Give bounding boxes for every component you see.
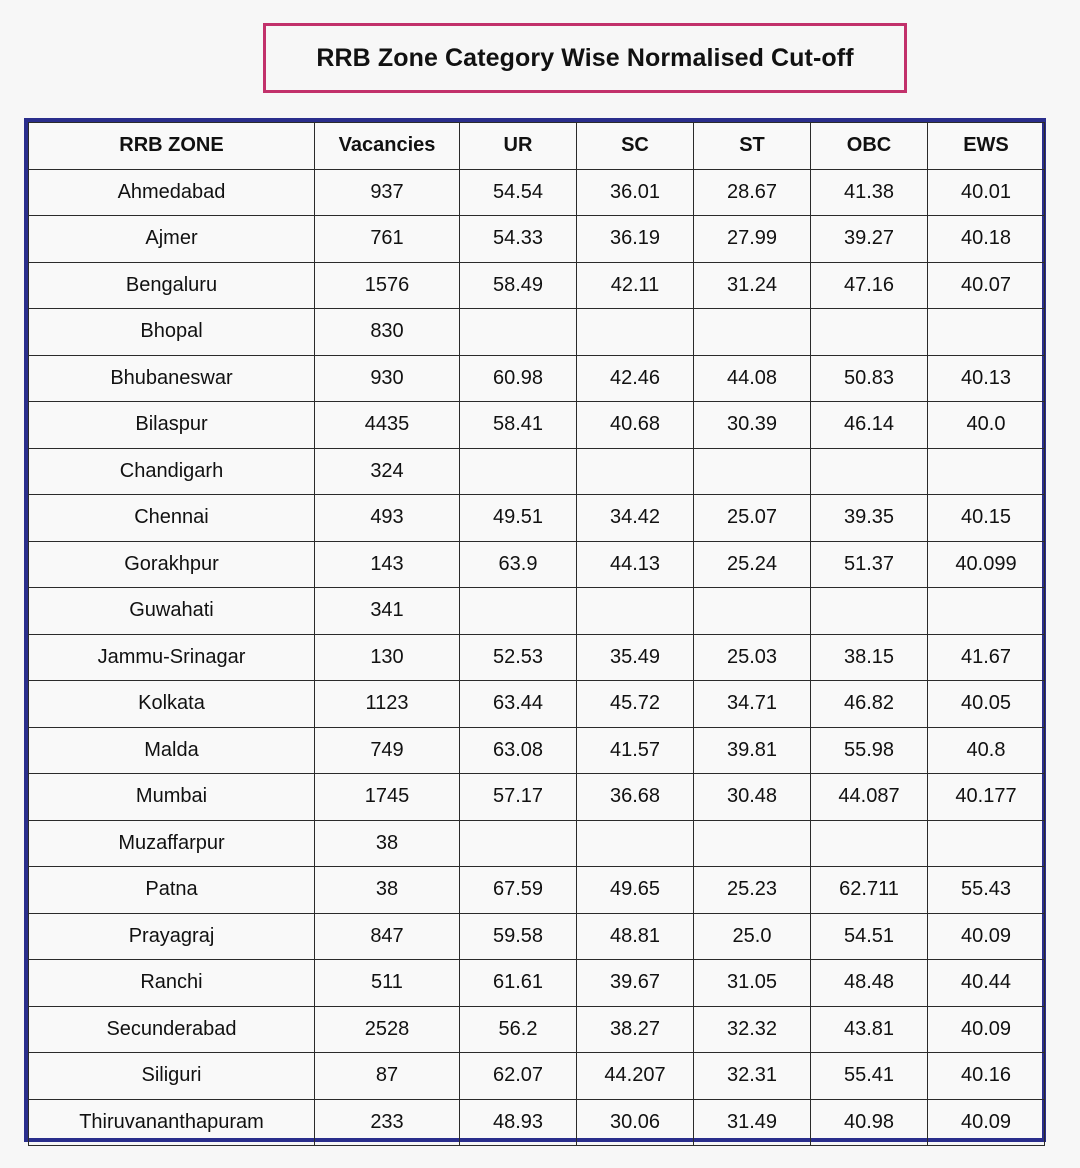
- table-row: [29, 309, 1045, 356]
- table-row: [29, 216, 1045, 263]
- cell-obc: 40.98: [811, 1099, 928, 1146]
- cell-st: 30.48: [694, 774, 811, 821]
- table-body: [29, 169, 1045, 1146]
- table-row: [29, 402, 1045, 449]
- cell-ur: 63.44: [460, 681, 577, 728]
- cell-ews: 40.44: [928, 960, 1045, 1007]
- cell-sc: 38.27: [577, 1006, 694, 1053]
- header-st: ST: [694, 123, 811, 170]
- cell-sc: 30.06: [577, 1099, 694, 1146]
- cell-ews: 40.099: [928, 541, 1045, 588]
- table-row: [29, 448, 1045, 495]
- table-row: [29, 355, 1045, 402]
- cell-ur: 62.07: [460, 1053, 577, 1100]
- cell-sc: [577, 309, 694, 356]
- cell-zone: Bhubaneswar: [29, 355, 315, 402]
- cell-st: [694, 588, 811, 635]
- cell-vacancies: 38: [315, 820, 460, 867]
- cell-ews: 40.15: [928, 495, 1045, 542]
- cell-st: 39.81: [694, 727, 811, 774]
- header-ur: UR: [460, 123, 577, 170]
- cell-ur: [460, 588, 577, 635]
- cell-st: 25.07: [694, 495, 811, 542]
- cell-sc: 42.46: [577, 355, 694, 402]
- cell-sc: 34.42: [577, 495, 694, 542]
- cell-sc: 44.13: [577, 541, 694, 588]
- cell-vacancies: 341: [315, 588, 460, 635]
- cell-sc: [577, 820, 694, 867]
- cell-ur: 54.54: [460, 169, 577, 216]
- cell-ews: 40.18: [928, 216, 1045, 263]
- cell-zone: Kolkata: [29, 681, 315, 728]
- cell-sc: 49.65: [577, 867, 694, 914]
- cell-st: [694, 448, 811, 495]
- cell-obc: [811, 820, 928, 867]
- cell-zone: Ajmer: [29, 216, 315, 263]
- cell-vacancies: 1576: [315, 262, 460, 309]
- cell-obc: 38.15: [811, 634, 928, 681]
- cell-vacancies: 1123: [315, 681, 460, 728]
- cell-ur: 48.93: [460, 1099, 577, 1146]
- cell-zone: Jammu-Srinagar: [29, 634, 315, 681]
- cell-vacancies: 4435: [315, 402, 460, 449]
- cell-zone: Thiruvananthapuram: [29, 1099, 315, 1146]
- table-row: [29, 1053, 1045, 1100]
- cell-vacancies: 511: [315, 960, 460, 1007]
- cell-ews: 40.0: [928, 402, 1045, 449]
- cell-sc: 35.49: [577, 634, 694, 681]
- cell-zone: Mumbai: [29, 774, 315, 821]
- cell-vacancies: 233: [315, 1099, 460, 1146]
- cell-zone: Chandigarh: [29, 448, 315, 495]
- cell-vacancies: 937: [315, 169, 460, 216]
- cell-ews: 40.16: [928, 1053, 1045, 1100]
- cell-ews: 40.13: [928, 355, 1045, 402]
- cell-obc: 48.48: [811, 960, 928, 1007]
- cell-obc: 44.087: [811, 774, 928, 821]
- cell-st: 31.05: [694, 960, 811, 1007]
- cell-st: 44.08: [694, 355, 811, 402]
- cell-sc: 36.19: [577, 216, 694, 263]
- cell-vacancies: 847: [315, 913, 460, 960]
- cell-vacancies: 38: [315, 867, 460, 914]
- cell-obc: 39.35: [811, 495, 928, 542]
- cell-ur: 57.17: [460, 774, 577, 821]
- cell-zone: Siliguri: [29, 1053, 315, 1100]
- cell-ur: 58.49: [460, 262, 577, 309]
- cell-sc: [577, 448, 694, 495]
- cell-ews: 40.01: [928, 169, 1045, 216]
- cell-vacancies: 930: [315, 355, 460, 402]
- cell-ews: [928, 588, 1045, 635]
- table-header-row: [29, 123, 1045, 170]
- cell-ur: 61.61: [460, 960, 577, 1007]
- cell-sc: [577, 588, 694, 635]
- header-rrb-zone: RRB ZONE: [29, 123, 315, 170]
- cell-sc: 44.207: [577, 1053, 694, 1100]
- cell-ur: 49.51: [460, 495, 577, 542]
- cell-sc: 39.67: [577, 960, 694, 1007]
- cell-st: 32.31: [694, 1053, 811, 1100]
- cell-obc: 62.711: [811, 867, 928, 914]
- cell-ews: 40.177: [928, 774, 1045, 821]
- cell-sc: 45.72: [577, 681, 694, 728]
- cell-zone: Bengaluru: [29, 262, 315, 309]
- cell-st: 31.24: [694, 262, 811, 309]
- table-row: [29, 169, 1045, 216]
- cell-obc: 46.82: [811, 681, 928, 728]
- cell-vacancies: 1745: [315, 774, 460, 821]
- table-row: [29, 1099, 1045, 1146]
- cell-vacancies: 761: [315, 216, 460, 263]
- cell-obc: 50.83: [811, 355, 928, 402]
- cell-st: 32.32: [694, 1006, 811, 1053]
- cell-ews: 40.09: [928, 913, 1045, 960]
- cell-ews: 40.8: [928, 727, 1045, 774]
- header-vacancies: Vacancies: [315, 123, 460, 170]
- cell-obc: 39.27: [811, 216, 928, 263]
- cell-obc: 51.37: [811, 541, 928, 588]
- cell-st: [694, 309, 811, 356]
- table-row: [29, 774, 1045, 821]
- cell-zone: Prayagraj: [29, 913, 315, 960]
- cell-st: 34.71: [694, 681, 811, 728]
- cell-ur: 67.59: [460, 867, 577, 914]
- table-row: [29, 541, 1045, 588]
- cell-st: [694, 820, 811, 867]
- cell-zone: Patna: [29, 867, 315, 914]
- cell-ur: [460, 448, 577, 495]
- table-row: [29, 727, 1045, 774]
- cell-obc: [811, 588, 928, 635]
- cell-zone: Gorakhpur: [29, 541, 315, 588]
- cell-st: 25.24: [694, 541, 811, 588]
- cell-zone: Chennai: [29, 495, 315, 542]
- page-title: RRB Zone Category Wise Normalised Cut-off: [316, 43, 854, 72]
- table-row: [29, 634, 1045, 681]
- cell-ews: 40.09: [928, 1099, 1045, 1146]
- cell-sc: 40.68: [577, 402, 694, 449]
- cell-ur: 63.08: [460, 727, 577, 774]
- cell-obc: 43.81: [811, 1006, 928, 1053]
- cell-sc: 48.81: [577, 913, 694, 960]
- cell-ur: [460, 309, 577, 356]
- table-row: [29, 1006, 1045, 1053]
- cell-ur: 54.33: [460, 216, 577, 263]
- cell-ews: [928, 820, 1045, 867]
- cell-vacancies: 830: [315, 309, 460, 356]
- cell-zone: Ahmedabad: [29, 169, 315, 216]
- cell-vacancies: 493: [315, 495, 460, 542]
- table-row: [29, 820, 1045, 867]
- table-row: [29, 262, 1045, 309]
- cell-sc: 36.68: [577, 774, 694, 821]
- table-row: [29, 913, 1045, 960]
- cell-vacancies: 87: [315, 1053, 460, 1100]
- table-row: [29, 495, 1045, 542]
- table-row: [29, 681, 1045, 728]
- header-ews: EWS: [928, 123, 1045, 170]
- cell-sc: 41.57: [577, 727, 694, 774]
- header-obc: OBC: [811, 123, 928, 170]
- cell-ur: 63.9: [460, 541, 577, 588]
- table-row: [29, 588, 1045, 635]
- header-sc: SC: [577, 123, 694, 170]
- cell-ews: 41.67: [928, 634, 1045, 681]
- cell-zone: Bilaspur: [29, 402, 315, 449]
- cell-zone: Muzaffarpur: [29, 820, 315, 867]
- cell-ur: 59.58: [460, 913, 577, 960]
- cell-ur: 52.53: [460, 634, 577, 681]
- cell-st: 25.03: [694, 634, 811, 681]
- cell-ews: 40.09: [928, 1006, 1045, 1053]
- cell-vacancies: 2528: [315, 1006, 460, 1053]
- cell-obc: [811, 448, 928, 495]
- cell-st: 28.67: [694, 169, 811, 216]
- cell-vacancies: 749: [315, 727, 460, 774]
- cell-ur: 58.41: [460, 402, 577, 449]
- cell-obc: 55.41: [811, 1053, 928, 1100]
- cell-vacancies: 143: [315, 541, 460, 588]
- cell-vacancies: 130: [315, 634, 460, 681]
- cell-zone: Guwahati: [29, 588, 315, 635]
- cell-ews: 40.05: [928, 681, 1045, 728]
- cell-st: 25.23: [694, 867, 811, 914]
- cell-vacancies: 324: [315, 448, 460, 495]
- cell-ews: 55.43: [928, 867, 1045, 914]
- cell-ews: [928, 448, 1045, 495]
- cell-zone: Bhopal: [29, 309, 315, 356]
- cell-st: 30.39: [694, 402, 811, 449]
- cell-obc: 41.38: [811, 169, 928, 216]
- cell-obc: 55.98: [811, 727, 928, 774]
- cell-st: 27.99: [694, 216, 811, 263]
- cell-zone: Malda: [29, 727, 315, 774]
- cell-obc: 54.51: [811, 913, 928, 960]
- table-row: [29, 867, 1045, 914]
- table-row: [29, 960, 1045, 1007]
- cell-obc: [811, 309, 928, 356]
- cell-zone: Ranchi: [29, 960, 315, 1007]
- title-box: [263, 23, 907, 93]
- cutoff-table-container: [24, 118, 1046, 1142]
- cell-sc: 42.11: [577, 262, 694, 309]
- cell-ews: 40.07: [928, 262, 1045, 309]
- cell-ur: 60.98: [460, 355, 577, 402]
- cell-zone: Secunderabad: [29, 1006, 315, 1053]
- cell-sc: 36.01: [577, 169, 694, 216]
- cell-st: 25.0: [694, 913, 811, 960]
- cell-ur: [460, 820, 577, 867]
- cell-obc: 46.14: [811, 402, 928, 449]
- cell-obc: 47.16: [811, 262, 928, 309]
- cell-ur: 56.2: [460, 1006, 577, 1053]
- cell-ews: [928, 309, 1045, 356]
- cell-st: 31.49: [694, 1099, 811, 1146]
- cutoff-table: [28, 122, 1045, 1146]
